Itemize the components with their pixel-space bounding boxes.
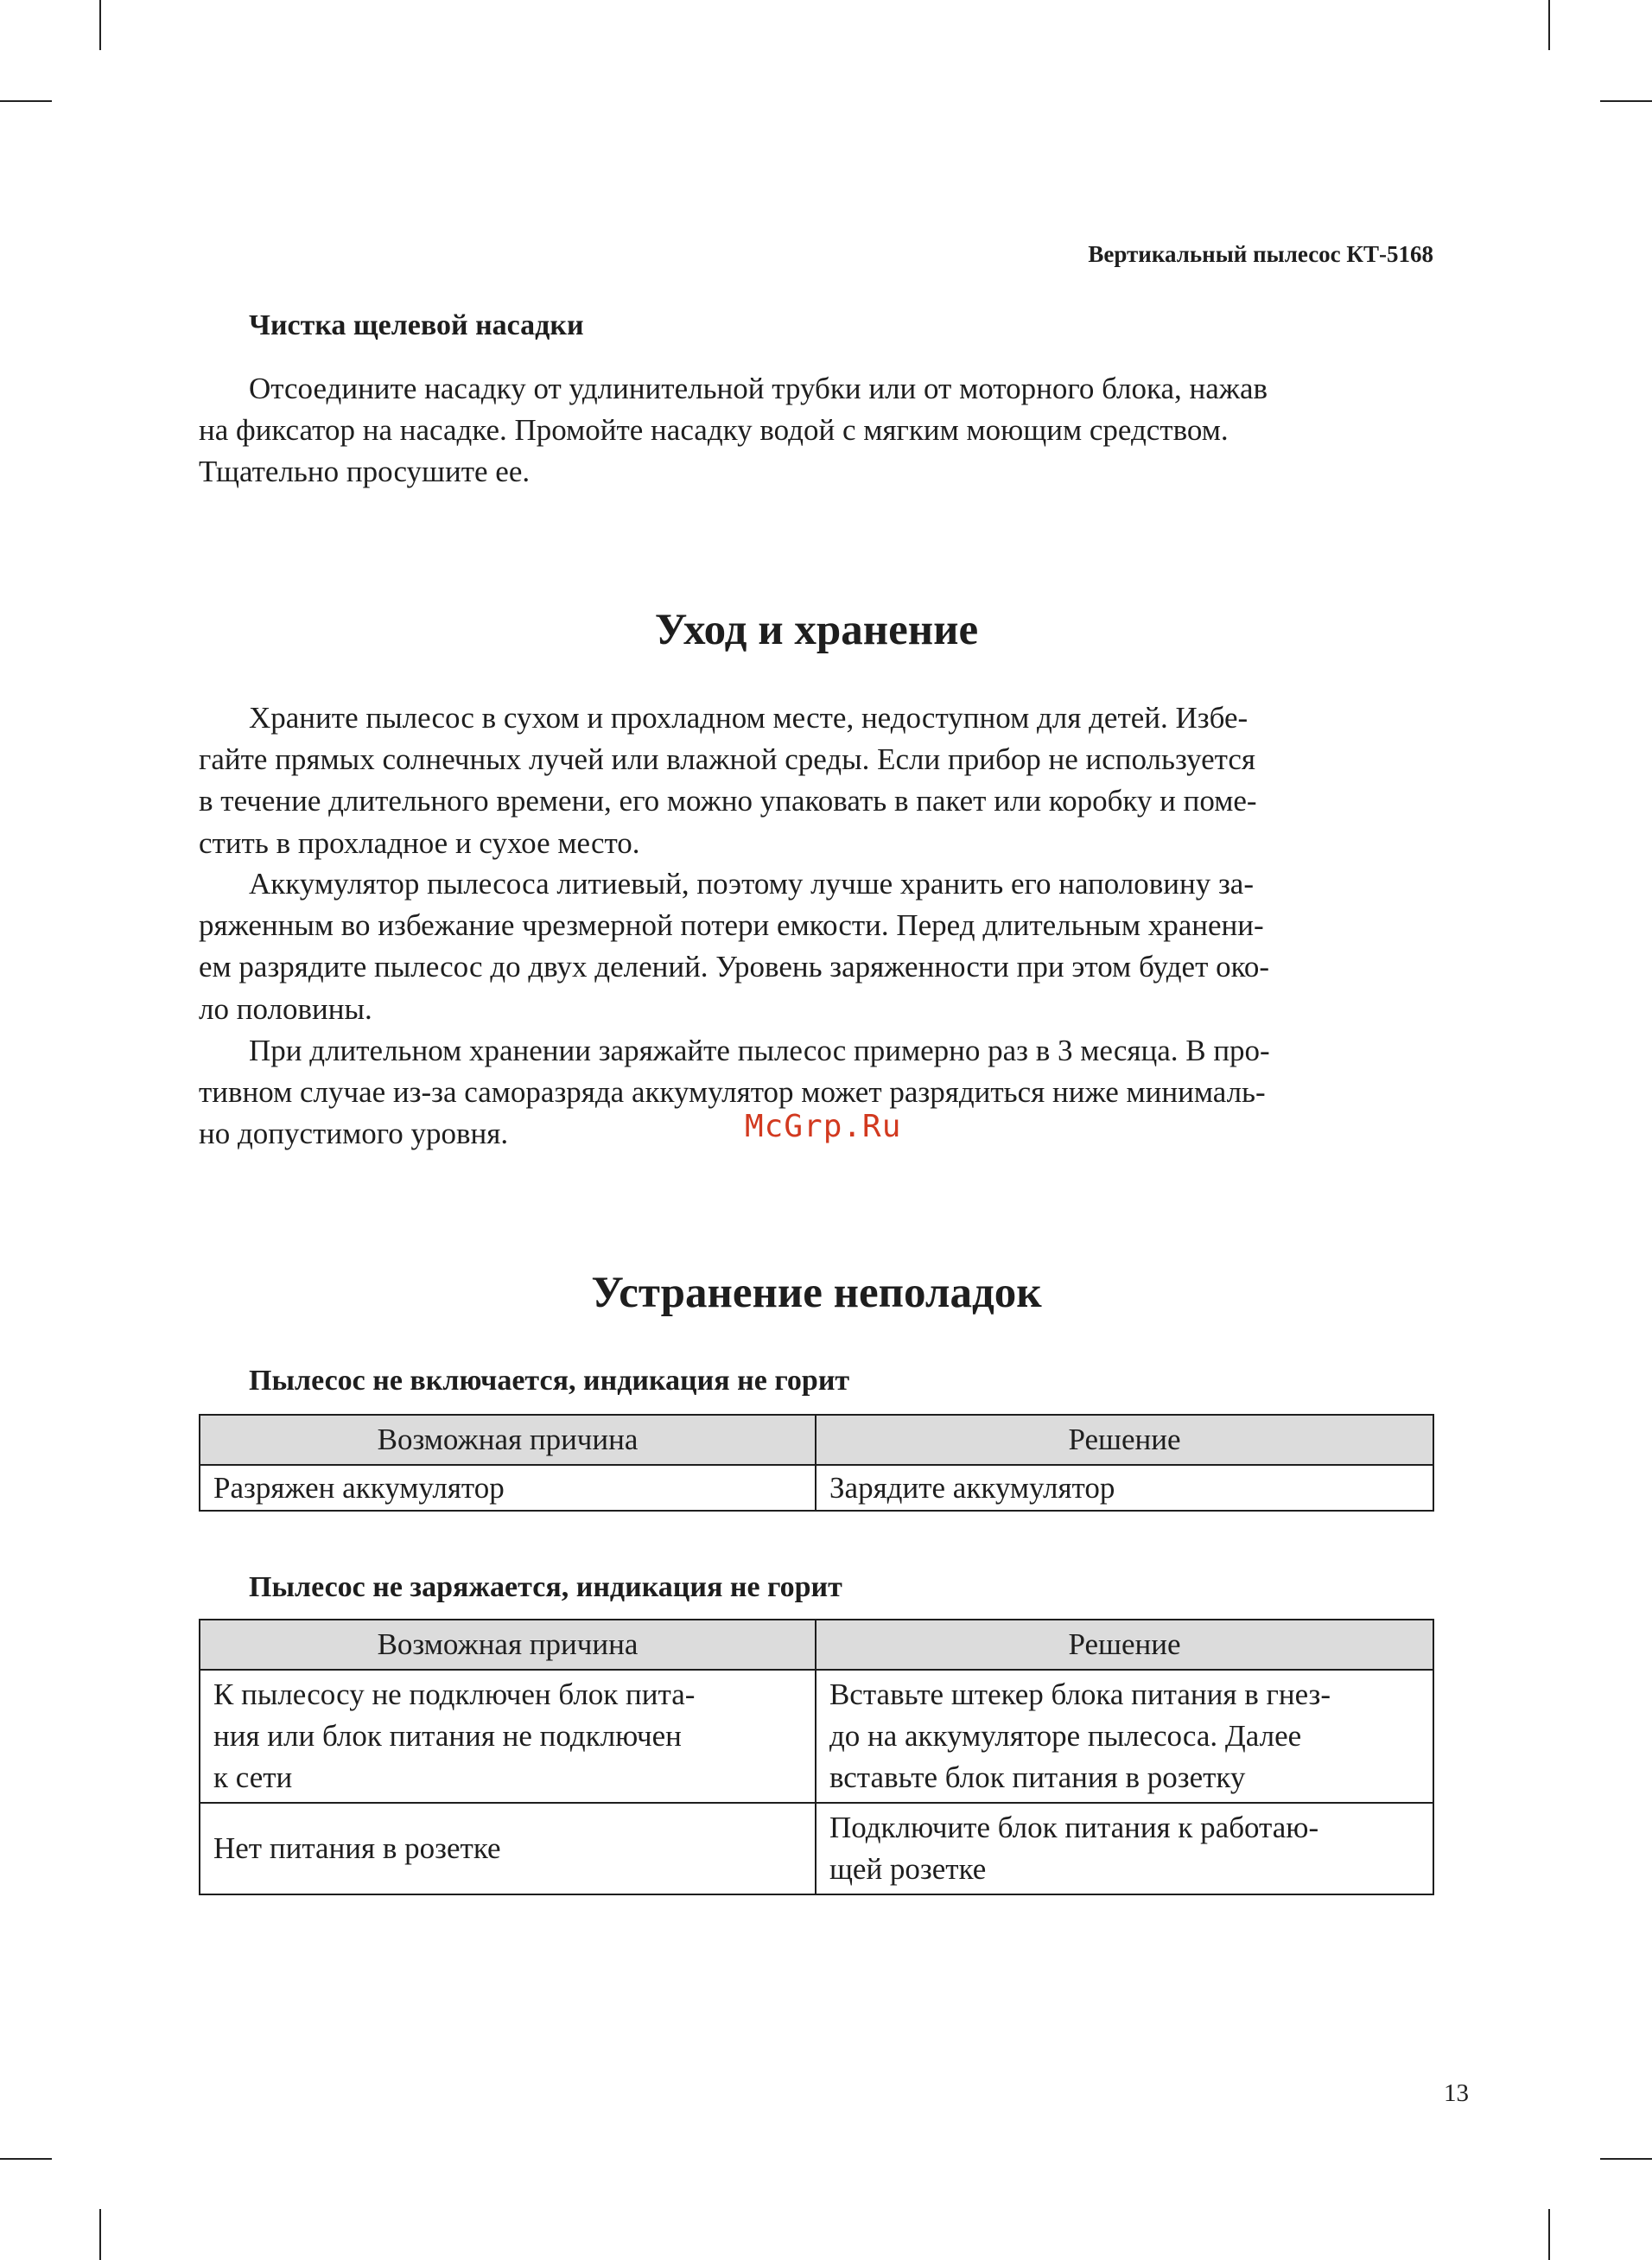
cell-line: Вставьте штекер блока питания в гнез-: [829, 1677, 1331, 1711]
text-line: Тщательно просушите ее.: [199, 455, 531, 489]
solution-column-header: Решение: [816, 1415, 1433, 1465]
crop-mark-bottom-right-horizontal: [1600, 2158, 1652, 2160]
cause-column-header: Возможная причина: [200, 1620, 816, 1670]
text-line: ряженным во избежание чрезмерной потери емкости. Перед длительным хранени-: [199, 908, 1264, 943]
cause-cell: [200, 1670, 816, 1803]
table-header-row: [200, 1620, 1433, 1670]
cell-line: Подключите блок питания к работаю-: [829, 1811, 1319, 1844]
cell-line: вставьте блок питания в розетку: [829, 1760, 1246, 1794]
text-line: Отсоедините насадку от удлинительной трубки или от моторного блока, нажав: [249, 372, 1268, 405]
cell-line: к сети: [213, 1760, 293, 1794]
cause-cell: [200, 1465, 816, 1511]
text-line: Храните пылесос в сухом и прохладном месте, недоступном для детей. Избе-: [249, 701, 1249, 735]
crop-mark-bottom-left-horizontal: [0, 2158, 52, 2160]
cell-line: до на аккумуляторе пылесоса. Далее: [829, 1719, 1302, 1753]
running-header: Вертикальный пылесос КТ-5168: [1088, 241, 1433, 267]
solution-cell: [816, 1465, 1433, 1511]
cell-line: К пылесосу не подключен блок пита-: [213, 1677, 696, 1711]
table-row: [200, 1803, 1433, 1894]
text-line: на фиксатор на насадке. Промойте насадку водой с мягким моющим средством.: [199, 413, 1229, 448]
crop-mark-top-right-vertical: [1548, 0, 1550, 50]
cell-line: Зарядите аккумулятор: [829, 1470, 1115, 1505]
nozzle-cleaning-title: Чистка щелевой насадки: [249, 309, 584, 341]
watermark: McGrp.Ru: [745, 1109, 902, 1144]
crop-mark-bottom-left-vertical: [99, 2209, 101, 2260]
table-row: [200, 1465, 1433, 1511]
problem-1-table: [199, 1414, 1434, 1512]
cell-line: Разряжен аккумулятор: [213, 1470, 505, 1505]
text-line: ем разрядите пылесос до двух делений. Уровень заряженности при этом будет око-: [199, 950, 1269, 984]
text-line: в течение длительного времени, его можно упаковать в пакет или коробку и поме-: [199, 784, 1257, 818]
solution-cell: [816, 1803, 1433, 1894]
care-storage-heading: Уход и хранение: [654, 606, 979, 654]
crop-mark-bottom-right-vertical: [1548, 2209, 1550, 2260]
text-line: тивном случае из-за саморазряда аккумулятор может разрядиться ниже минималь-: [199, 1075, 1266, 1110]
text-line: стить в прохладное и сухое место.: [199, 825, 640, 860]
problem-2-table: [199, 1619, 1434, 1895]
troubleshooting-heading: Устранение неполадок: [591, 1269, 1042, 1317]
solution-cell: [816, 1670, 1433, 1803]
cell-line: Нет питания в розетке: [213, 1831, 501, 1865]
table-header-row: [200, 1415, 1433, 1465]
crop-mark-top-right-horizontal: [1600, 100, 1652, 102]
text-line: ло половины.: [199, 991, 372, 1026]
problem-1-title: Пылесос не включается, индикация не горит: [249, 1365, 850, 1397]
crop-mark-top-left-vertical: [99, 0, 101, 50]
cause-column-header: Возможная причина: [200, 1415, 816, 1465]
cell-line: ния или блок питания не подключен: [213, 1719, 682, 1753]
problem-2-title: Пылесос не заряжается, индикация не горит: [249, 1571, 842, 1603]
text-line: Аккумулятор пылесоса литиевый, поэтому лучше хранить его наполовину за-: [249, 867, 1254, 901]
page-number: 13: [1444, 2079, 1469, 2107]
nozzle-cleaning-paragraph: [199, 368, 1434, 493]
cause-cell: [200, 1803, 816, 1894]
text-line: гайте прямых солнечных лучей или влажной среды. Если прибор не используется: [199, 742, 1256, 777]
text-line: При длительном хранении заряжайте пылесос примерно раз в 3 месяца. В про-: [249, 1034, 1270, 1067]
text-line: но допустимого уровня.: [199, 1117, 509, 1151]
care-paragraph-1: [199, 697, 1434, 864]
cell-line: щей розетке: [829, 1852, 987, 1886]
crop-mark-top-left-horizontal: [0, 100, 52, 102]
table-row: [200, 1670, 1433, 1803]
care-paragraph-2: [199, 863, 1434, 1030]
solution-column-header: Решение: [816, 1620, 1433, 1670]
